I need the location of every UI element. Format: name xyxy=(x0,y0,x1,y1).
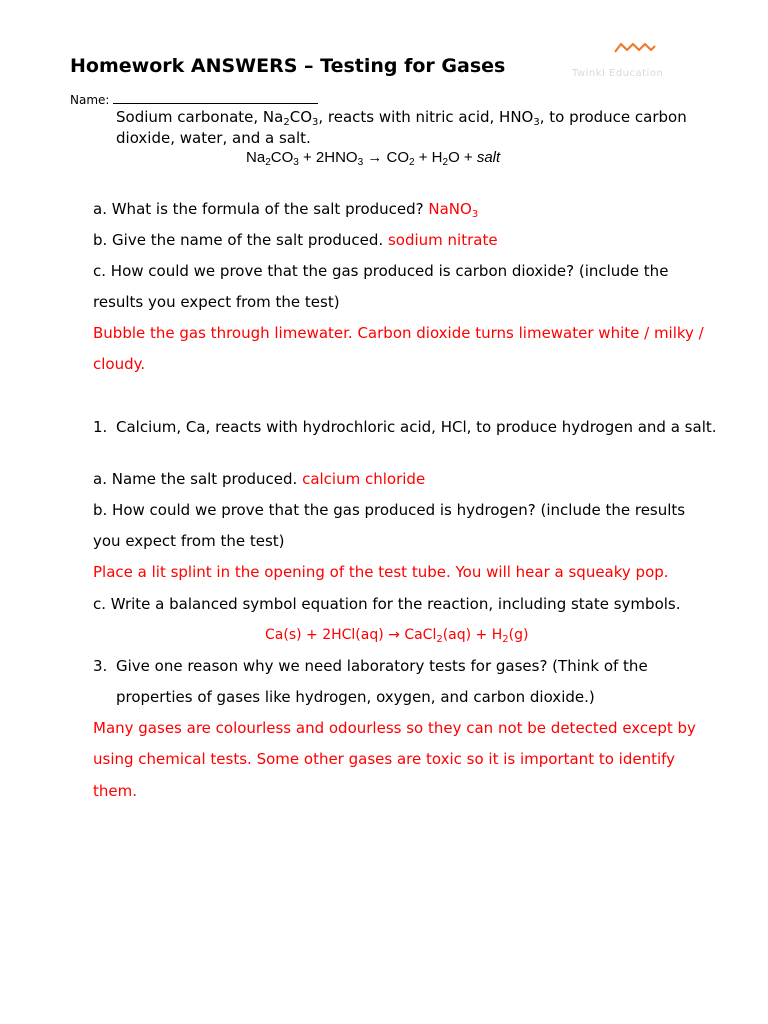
q1-b-question: b. Give the name of the salt produced. xyxy=(93,231,384,249)
q2-c-equation: Ca(s) + 2HCl(aq) → CaCl$_2$(aq) + $H_2(g)$ xyxy=(265,627,529,645)
q3-answer-1: Many gases are colourless and odourless so they can not be detected except by xyxy=(93,719,696,737)
q2-c-question: c. Write a balanced symbol equation for the reaction, including state symbols. xyxy=(93,595,681,613)
q3-text-2: properties of gases like hydrogen, oxygen, and carbon dioxide.) xyxy=(116,688,595,706)
twinkl-logo xyxy=(572,40,696,82)
name-field xyxy=(70,91,318,107)
q2-intro xyxy=(93,417,717,437)
name-blank-line xyxy=(113,91,318,104)
q1-c-answer-2: cloudy. xyxy=(93,355,146,373)
q1-b xyxy=(93,230,498,250)
q3-answer-3: them. xyxy=(93,782,137,800)
logo-text: Twinkl Education xyxy=(572,68,664,79)
q3-answer-2: using chemical tests. Some other gases are toxic so it is important to identify xyxy=(93,750,676,768)
q2-b-question-1: b. How could we prove that the gas produced is hydrogen? (include the results xyxy=(93,501,686,519)
q2-b-question-2: you expect from the test) xyxy=(93,532,285,550)
q1-c-question-2: results you expect from the test) xyxy=(93,293,340,311)
logo-mountains-icon xyxy=(614,40,656,54)
q1-a-question: a. What is the formula of the salt produced? xyxy=(93,200,424,218)
q2-number: 1. xyxy=(93,418,108,436)
q2-a-question: a. Name the salt produced. xyxy=(93,470,298,488)
q2-a xyxy=(93,469,425,489)
intro-line-1: Sodium carbonate, $Na_2CO_3$, reacts with nitric acid, $HNO_3$, to produce carbon xyxy=(116,108,687,128)
q3-number: 3. xyxy=(93,657,108,675)
page-title: Homework ANSWERS – Testing for Gases xyxy=(70,55,506,77)
intro-line-2: dioxide, water, and a salt. xyxy=(116,129,311,147)
q2-text: Calcium, Ca, reacts with hydrochloric acid, HCl, to produce hydrogen and a salt. xyxy=(116,418,717,436)
q1-a-answer: NaNO$_3$ xyxy=(428,200,479,220)
q1-c-question-1: c. How could we prove that the gas produced is carbon dioxide? (include the xyxy=(93,262,669,280)
q2-a-answer: calcium chloride xyxy=(302,470,426,488)
q1-c-answer-1: Bubble the gas through limewater. Carbon dioxide turns limewater white / milky / xyxy=(93,324,704,342)
name-label: Name: xyxy=(70,93,110,107)
q1-b-answer: sodium nitrate xyxy=(387,231,498,249)
q3-text-1: 3. Give one reason why we need laboratory tests for gases? (Think of the xyxy=(93,657,648,675)
intro-equation: $Na_2CO_3 + 2HNO_3 \to CO_2 + H_2O$ + salt xyxy=(246,149,501,168)
q1-a xyxy=(93,199,478,219)
q2-b-answer: Place a lit splint in the opening of the test tube. You will hear a squeaky pop. xyxy=(93,563,669,581)
